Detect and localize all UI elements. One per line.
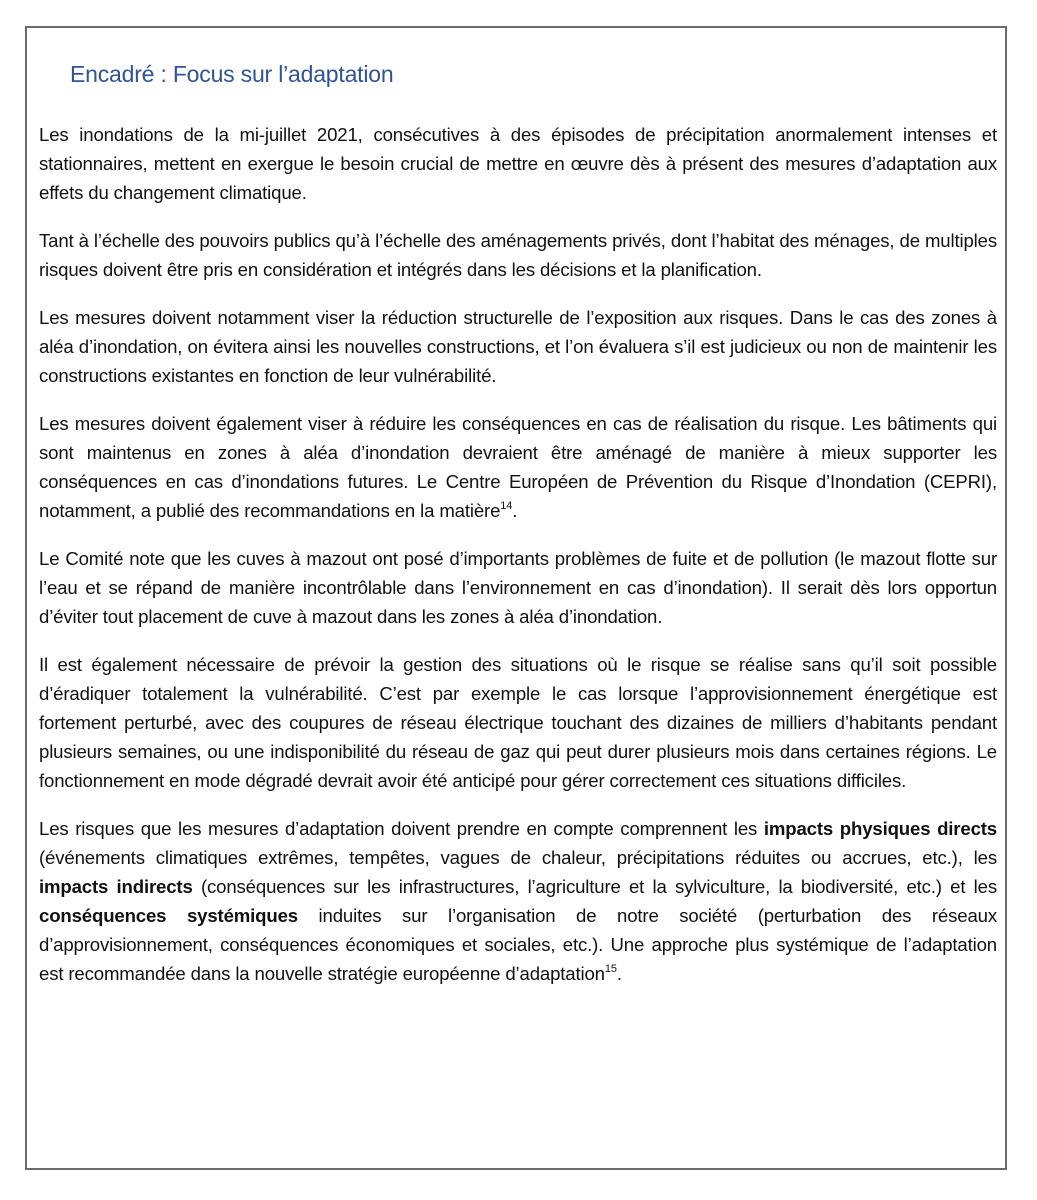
paragraph-risk-types [39,814,997,988]
footnote-ref-14[interactable]: 14 [500,500,513,512]
encadre-box [25,26,1007,1170]
bold-term-direct-physical-impacts: impacts physiques directs [763,818,997,839]
paragraph-tail: . [512,500,518,521]
paragraph-degraded-mode: Il est également nécessaire de prévoir la gestion des situations où le risque se réalise sans qu’il soit possible d’éradiquer totalement la vulnérabilité. C’est par exemple le cas lorsque l’approvisionnement énergétique est fortement perturbé, avec des coupures de réseau électrique touchant des dizaines de milliers d’habitants pendant plusieurs semaines, ou une indisponibilité du réseau de gaz qui peut durer plusieurs mois dans certaines régions. Le fonctionnement en mode dégradé devrait avoir été anticipé pour gérer correctement ces situations difficiles. [39,654,997,791]
paragraph-text: (conséquences sur les infrastructures, l’agriculture et la sylviculture, la biodiversité, etc.) et les [192,876,997,897]
bold-term-indirect-impacts: impacts indirects [39,876,193,897]
encadre-body [39,120,997,1007]
paragraph-text: Les risques que les mesures d’adaptation doivent prendre en compte comprennent les [39,818,764,839]
bold-term-systemic-consequences: conséquences systémiques [39,905,298,926]
paragraph-tail: . [616,963,622,984]
paragraph-public-private-scale: Tant à l’échelle des pouvoirs publics qu’à l’échelle des aménagements privés, dont l’habitat des ménages, de multiples risques doivent être pris en considération et intégrés dans les décisions et la planification. [39,230,997,280]
paragraph-text: (événements climatiques extrêmes, tempêtes, vagues de chaleur, précipitations réduites ou accrues, etc.), les [39,847,997,868]
paragraph-floods-2021: Les inondations de la mi-juillet 2021, consécutives à des épisodes de précipitation anormalement intenses et stationnaires, mettent en exergue le besoin crucial de mettre en œuvre dès à présent des mesures d’adaptation aux effets du changement climatique. [39,124,997,203]
paragraph-text: induites sur l’organisation de notre société (perturbation des réseaux d’approvisionnement, conséquences économiques et sociales, etc.). Une approche plus systémique de l’adaptation est recommandée dans la nouvelle stratégie européenne d’adaptation [39,905,997,984]
paragraph-fuel-tanks: Le Comité note que les cuves à mazout ont posé d’importants problèmes de fuite et de pollution (le mazout flotte sur l’eau et se répand de manière incontrôlable dans l’environnement en cas d’inondation). Il serait dès lors opportun d’éviter tout placement de cuve à mazout dans les zones à aléa d’inondation. [39,548,997,627]
footnote-ref-15[interactable]: 15 [604,963,617,975]
paragraph-text: Les mesures doivent également viser à réduire les conséquences en cas de réalisation du risque. Les bâtiments qui sont maintenus en zones à aléa d’inondation devraient être aménagé de manière à mieux supporter les conséquences en cas d’inondations futures. Le Centre Européen de Prévention du Risque d’Inondation (CEPRI), notamment, a publié des recommandations en la matière [39,413,997,521]
paragraph-consequence-reduction [39,409,997,525]
encadre-title: Encadré : Focus sur l’adaptation [70,61,394,87]
paragraph-exposure-reduction: Les mesures doivent notamment viser la réduction structurelle de l’exposition aux risques. Dans le cas des zones à aléa d’inondation, on évitera ainsi les nouvelles constructions, et l’on évaluera s’il est judicieux ou non de maintenir les constructions existantes en fonction de leur vulnérabilité. [39,307,997,386]
